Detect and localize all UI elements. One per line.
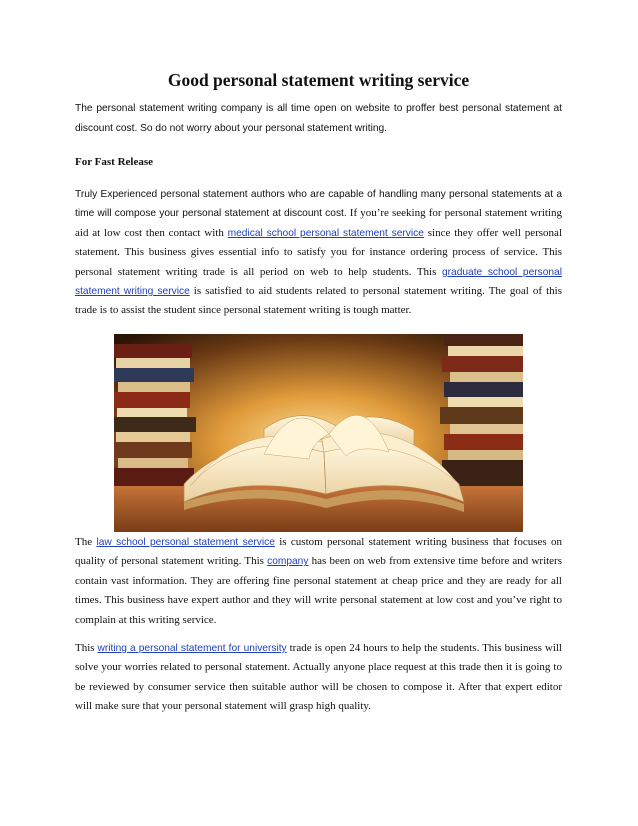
books-photo — [114, 334, 523, 532]
document-body-lower — [75, 533, 562, 726]
para2-text-1: The — [75, 536, 97, 548]
company-link[interactable]: company — [267, 556, 309, 568]
para3-text-1: This — [75, 642, 98, 655]
page-title: Good personal statement writing service — [167, 70, 470, 90]
body-paragraph-3 — [75, 639, 562, 717]
para3-text-2: trade is open 24 hours to help the students. This business will solve your worries related to personal statement. Actually anyone place request at this trade then it is going to be reviewed by consumer service then suitable author will be chosen to compose it. After that expert editor will make sure that your personal statement will grasp high quality. — [75, 642, 562, 713]
university-statement-link[interactable]: writing a personal statement for university — [97, 643, 287, 655]
section-heading: For Fast Release — [75, 156, 153, 168]
intro-paragraph: The personal statement writing company is all time open on website to proffer best personal statement at discount cost. So do not worry about your personal statement writing. — [75, 103, 562, 134]
para1-text-4: is satisfied to aid students related to personal statement writing. The goal of this trade is to assist the student since personal statement writing is tough matter. — [75, 285, 562, 317]
para2-text-3: has been on web from extensive time before and writers contain vast information. They are offering fine personal statement at cheap price and they are ready for all times. This business have expert author and they will write personal statement at low cost and you’ve right to complain at this writing service. — [75, 555, 563, 626]
books-photo-icon — [114, 334, 523, 532]
para1-text-1: Truly Experienced personal statement authors who are capable of handling many personal statements at a time will compose your personal statement at discount cost. — [75, 189, 562, 220]
body-paragraph-1 — [75, 185, 562, 321]
para1-text-2: If you’re seeking for personal statement writing aid at low cost then contact with — [75, 207, 562, 239]
medical-school-link[interactable]: medical school personal statement service — [227, 227, 424, 239]
para2-text-2: is custom personal statement writing business that focuses on quality of personal statement writing. This — [75, 536, 562, 568]
law-school-link[interactable]: law school personal statement service — [96, 537, 275, 548]
document-body — [75, 70, 562, 321]
para1-text-3: since they offer well personal statement. This business gives essential info to satisfy you for instance ordering process of service. This personal statement writing trade is all period on web to help students. This — [75, 226, 562, 278]
body-paragraph-2 — [75, 533, 562, 630]
graduate-school-link[interactable]: graduate school personal statement writing service — [75, 266, 563, 298]
